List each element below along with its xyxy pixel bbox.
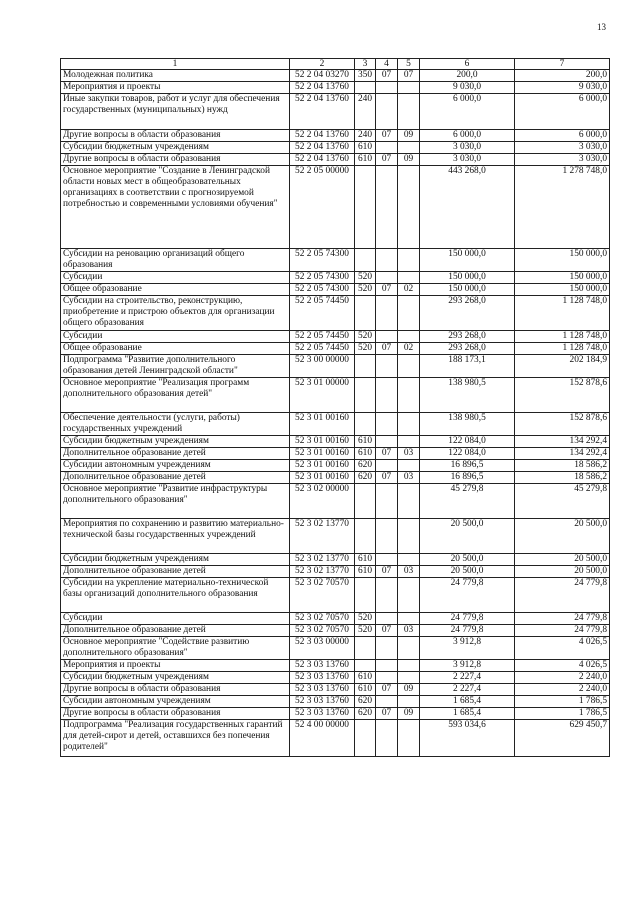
- row-name: Субсидии: [61, 272, 290, 284]
- amount-year-1: 593 034,6: [420, 720, 515, 757]
- amount-year-1: 20 500,0: [420, 519, 515, 554]
- section-code: 07: [376, 566, 398, 578]
- expense-type: [355, 296, 376, 331]
- amount-year-2: 134 292,4: [515, 436, 610, 448]
- section-code: 07: [376, 708, 398, 720]
- subsection-code: [398, 296, 420, 331]
- expense-type: [355, 355, 376, 378]
- amount-year-1: 1 685,4: [420, 696, 515, 708]
- expense-type: 520: [355, 613, 376, 625]
- subsection-code: 07: [398, 70, 420, 82]
- table-row: [61, 696, 610, 708]
- column-number-row: [61, 59, 610, 70]
- row-name: Субсидии автономным учреждениям: [61, 460, 290, 472]
- subsection-code: [398, 94, 420, 130]
- table-row: [61, 672, 610, 684]
- amount-year-1: 138 980,5: [420, 413, 515, 436]
- section-code: [376, 460, 398, 472]
- subsection-code: [398, 378, 420, 413]
- amount-year-1: 45 279,8: [420, 484, 515, 519]
- subsection-code: [398, 249, 420, 272]
- row-name: Основное мероприятие "Реализация программ дополнительного образования детей": [61, 378, 290, 413]
- subsection-code: [398, 720, 420, 757]
- column-header: 5: [398, 59, 420, 70]
- row-name: Основное мероприятие "Создание в Ленинградской области новых мест в общеобразовательных организациях в соответствии с прогнозируемой потребностью и современными условиями обучения": [61, 166, 290, 249]
- subsection-code: [398, 554, 420, 566]
- row-name: Субсидии на укрепление материально-технической базы организаций дополнительного образования: [61, 578, 290, 613]
- table-row: [61, 448, 610, 460]
- amount-year-1: 200,0: [420, 70, 515, 82]
- amount-year-2: 152 878,6: [515, 378, 610, 413]
- table-row: [61, 637, 610, 660]
- subsection-code: [398, 460, 420, 472]
- row-name: Другие вопросы в области образования: [61, 708, 290, 720]
- amount-year-1: 150 000,0: [420, 249, 515, 272]
- amount-year-1: 6 000,0: [420, 130, 515, 142]
- expense-type: 520: [355, 284, 376, 296]
- amount-year-2: 20 500,0: [515, 566, 610, 578]
- table-row: [61, 249, 610, 272]
- amount-year-1: 150 000,0: [420, 272, 515, 284]
- amount-year-1: 293 268,0: [420, 296, 515, 331]
- subsection-code: [398, 355, 420, 378]
- classification-code: 52 2 04 13760: [290, 82, 355, 94]
- section-code: [376, 249, 398, 272]
- row-name: Дополнительное образование детей: [61, 625, 290, 637]
- table-row: [61, 154, 610, 166]
- classification-code: 52 2 04 13760: [290, 130, 355, 142]
- classification-code: 52 3 01 00160: [290, 460, 355, 472]
- section-code: 07: [376, 684, 398, 696]
- classification-code: 52 3 02 13770: [290, 554, 355, 566]
- amount-year-2: 20 500,0: [515, 554, 610, 566]
- amount-year-1: 9 030,0: [420, 82, 515, 94]
- classification-code: 52 3 02 13770: [290, 566, 355, 578]
- classification-code: 52 3 03 13760: [290, 696, 355, 708]
- amount-year-1: 3 912,8: [420, 660, 515, 672]
- row-name: Общее образование: [61, 284, 290, 296]
- row-name: Молодежная политика: [61, 70, 290, 82]
- expense-type: 240: [355, 130, 376, 142]
- row-name: Другие вопросы в области образования: [61, 154, 290, 166]
- classification-code: 52 3 01 00160: [290, 448, 355, 460]
- section-code: 07: [376, 130, 398, 142]
- classification-code: 52 2 05 74300: [290, 272, 355, 284]
- table-row: [61, 519, 610, 554]
- expense-type: 610: [355, 554, 376, 566]
- table-row: [61, 284, 610, 296]
- amount-year-2: 24 779,8: [515, 613, 610, 625]
- table-row: [61, 272, 610, 284]
- row-name: Мероприятия и проекты: [61, 82, 290, 94]
- amount-year-1: 122 084,0: [420, 436, 515, 448]
- section-code: [376, 413, 398, 436]
- table-row: [61, 484, 610, 519]
- table-row: [61, 413, 610, 436]
- classification-code: 52 3 01 00000: [290, 378, 355, 413]
- row-name: Обеспечение деятельности (услуги, работы) государственных учреждений: [61, 413, 290, 436]
- amount-year-2: 1 128 748,0: [515, 343, 610, 355]
- row-name: Дополнительное образование детей: [61, 448, 290, 460]
- table-row: [61, 70, 610, 82]
- row-name: Субсидии бюджетным учреждениям: [61, 554, 290, 566]
- section-code: [376, 554, 398, 566]
- row-name: Подпрограмма "Развитие дополнительного образования детей Ленинградской области": [61, 355, 290, 378]
- row-name: Субсидии бюджетным учреждениям: [61, 672, 290, 684]
- classification-code: 52 3 03 13760: [290, 660, 355, 672]
- classification-code: 52 2 04 13760: [290, 142, 355, 154]
- expense-type: 620: [355, 472, 376, 484]
- expense-type: 610: [355, 142, 376, 154]
- classification-code: 52 3 02 70570: [290, 613, 355, 625]
- row-name: Дополнительное образование детей: [61, 472, 290, 484]
- amount-year-1: 2 227,4: [420, 684, 515, 696]
- row-name: Субсидии: [61, 331, 290, 343]
- subsection-code: 03: [398, 472, 420, 484]
- table-row: [61, 472, 610, 484]
- expense-type: [355, 484, 376, 519]
- subsection-code: [398, 142, 420, 154]
- amount-year-2: 1 786,5: [515, 696, 610, 708]
- table-row: [61, 355, 610, 378]
- subsection-code: [398, 166, 420, 249]
- subsection-code: 09: [398, 130, 420, 142]
- section-code: [376, 720, 398, 757]
- column-header: 1: [61, 59, 290, 70]
- row-name: Другие вопросы в области образования: [61, 130, 290, 142]
- section-code: 07: [376, 70, 398, 82]
- table-row: [61, 613, 610, 625]
- subsection-code: 03: [398, 566, 420, 578]
- amount-year-2: 2 240,0: [515, 672, 610, 684]
- row-name: Основное мероприятие "Содействие развитию дополнительного образования": [61, 637, 290, 660]
- table-row: [61, 130, 610, 142]
- classification-code: 52 2 05 74450: [290, 331, 355, 343]
- table-row: [61, 708, 610, 720]
- classification-code: 52 2 04 13760: [290, 154, 355, 166]
- subsection-code: 09: [398, 154, 420, 166]
- amount-year-2: 150 000,0: [515, 249, 610, 272]
- table-row: [61, 578, 610, 613]
- amount-year-1: 24 779,8: [420, 625, 515, 637]
- section-code: [376, 94, 398, 130]
- section-code: [376, 696, 398, 708]
- table-row: [61, 343, 610, 355]
- section-code: [376, 637, 398, 660]
- classification-code: 52 3 03 13760: [290, 708, 355, 720]
- section-code: [376, 355, 398, 378]
- amount-year-2: 9 030,0: [515, 82, 610, 94]
- table-row: [61, 436, 610, 448]
- amount-year-1: 443 268,0: [420, 166, 515, 249]
- classification-code: 52 3 02 00000: [290, 484, 355, 519]
- classification-code: 52 3 03 13760: [290, 672, 355, 684]
- subsection-code: [398, 696, 420, 708]
- page-number: 13: [597, 22, 606, 32]
- column-header: 4: [376, 59, 398, 70]
- amount-year-1: 16 896,5: [420, 460, 515, 472]
- expense-type: 520: [355, 625, 376, 637]
- amount-year-1: 293 268,0: [420, 331, 515, 343]
- amount-year-1: 20 500,0: [420, 554, 515, 566]
- amount-year-1: 1 685,4: [420, 708, 515, 720]
- column-header: 7: [515, 59, 610, 70]
- amount-year-1: 3 912,8: [420, 637, 515, 660]
- amount-year-2: 134 292,4: [515, 448, 610, 460]
- table-row: [61, 660, 610, 672]
- classification-code: 52 3 01 00160: [290, 436, 355, 448]
- expense-type: 620: [355, 460, 376, 472]
- classification-code: 52 2 05 74450: [290, 343, 355, 355]
- row-name: Субсидии на реновацию организаций общего образования: [61, 249, 290, 272]
- amount-year-2: 1 786,5: [515, 708, 610, 720]
- expense-type: 240: [355, 94, 376, 130]
- column-header: 6: [420, 59, 515, 70]
- amount-year-2: 200,0: [515, 70, 610, 82]
- amount-year-2: 1 278 748,0: [515, 166, 610, 249]
- expense-type: [355, 249, 376, 272]
- amount-year-2: 45 279,8: [515, 484, 610, 519]
- section-code: [376, 378, 398, 413]
- expense-type: 620: [355, 708, 376, 720]
- row-name: Субсидии: [61, 613, 290, 625]
- amount-year-1: 122 084,0: [420, 448, 515, 460]
- classification-code: 52 3 02 70570: [290, 625, 355, 637]
- amount-year-1: 6 000,0: [420, 94, 515, 130]
- section-code: 07: [376, 625, 398, 637]
- classification-code: 52 3 03 00000: [290, 637, 355, 660]
- classification-code: 52 3 01 00160: [290, 472, 355, 484]
- section-code: 07: [376, 154, 398, 166]
- expense-type: [355, 578, 376, 613]
- subsection-code: 03: [398, 625, 420, 637]
- section-code: [376, 484, 398, 519]
- table-row: [61, 378, 610, 413]
- amount-year-2: 4 026,5: [515, 660, 610, 672]
- amount-year-2: 6 000,0: [515, 94, 610, 130]
- table-row: [61, 94, 610, 130]
- section-code: [376, 272, 398, 284]
- expense-type: [355, 82, 376, 94]
- expense-type: 520: [355, 331, 376, 343]
- section-code: [376, 660, 398, 672]
- expense-type: 610: [355, 684, 376, 696]
- expense-type: 520: [355, 272, 376, 284]
- section-code: [376, 672, 398, 684]
- row-name: Основное мероприятие "Развитие инфраструктуры дополнительного образования": [61, 484, 290, 519]
- expense-type: 610: [355, 448, 376, 460]
- table-row: [61, 554, 610, 566]
- amount-year-1: 3 030,0: [420, 142, 515, 154]
- subsection-code: [398, 660, 420, 672]
- subsection-code: 02: [398, 343, 420, 355]
- table-row: [61, 460, 610, 472]
- amount-year-2: 24 779,8: [515, 625, 610, 637]
- expense-type: [355, 660, 376, 672]
- table-row: [61, 720, 610, 757]
- amount-year-2: 4 026,5: [515, 637, 610, 660]
- amount-year-2: 629 450,7: [515, 720, 610, 757]
- amount-year-1: 293 268,0: [420, 343, 515, 355]
- amount-year-2: 152 878,6: [515, 413, 610, 436]
- subsection-code: [398, 637, 420, 660]
- subsection-code: 02: [398, 284, 420, 296]
- row-name: Субсидии бюджетным учреждениям: [61, 142, 290, 154]
- amount-year-1: 188 173,1: [420, 355, 515, 378]
- classification-code: 52 2 04 13760: [290, 94, 355, 130]
- row-name: Субсидии на строительство, реконструкцию, приобретение и пристрою объектов для организации общего образования: [61, 296, 290, 331]
- amount-year-1: 20 500,0: [420, 566, 515, 578]
- amount-year-1: 24 779,8: [420, 613, 515, 625]
- subsection-code: [398, 613, 420, 625]
- section-code: 07: [376, 343, 398, 355]
- section-code: [376, 82, 398, 94]
- row-name: Иные закупки товаров, работ и услуг для обеспечения государственных (муниципальных) нужд: [61, 94, 290, 130]
- row-name: Другие вопросы в области образования: [61, 684, 290, 696]
- expense-type: 350: [355, 70, 376, 82]
- subsection-code: [398, 272, 420, 284]
- amount-year-1: 150 000,0: [420, 284, 515, 296]
- amount-year-2: 1 128 748,0: [515, 296, 610, 331]
- table-row: [61, 142, 610, 154]
- section-code: [376, 519, 398, 554]
- classification-code: 52 3 01 00160: [290, 413, 355, 436]
- subsection-code: [398, 578, 420, 613]
- section-code: 07: [376, 284, 398, 296]
- table-row: [61, 331, 610, 343]
- section-code: [376, 142, 398, 154]
- expense-type: 520: [355, 343, 376, 355]
- subsection-code: [398, 672, 420, 684]
- table-row: [61, 82, 610, 94]
- subsection-code: 09: [398, 708, 420, 720]
- row-name: Субсидии автономным учреждениям: [61, 696, 290, 708]
- expense-type: [355, 519, 376, 554]
- section-code: [376, 331, 398, 343]
- amount-year-2: 150 000,0: [515, 284, 610, 296]
- subsection-code: [398, 436, 420, 448]
- subsection-code: 03: [398, 448, 420, 460]
- amount-year-2: 6 000,0: [515, 130, 610, 142]
- subsection-code: [398, 484, 420, 519]
- section-code: [376, 613, 398, 625]
- budget-table: [60, 58, 610, 757]
- amount-year-1: 2 227,4: [420, 672, 515, 684]
- row-name: Дополнительное образование детей: [61, 566, 290, 578]
- subsection-code: [398, 82, 420, 94]
- table-row: [61, 566, 610, 578]
- amount-year-2: 2 240,0: [515, 684, 610, 696]
- amount-year-1: 16 896,5: [420, 472, 515, 484]
- table-row: [61, 166, 610, 249]
- classification-code: 52 3 02 70570: [290, 578, 355, 613]
- column-header: 3: [355, 59, 376, 70]
- amount-year-2: 1 128 748,0: [515, 331, 610, 343]
- expense-type: 610: [355, 672, 376, 684]
- row-name: Мероприятия по сохранению и развитию материально-технической базы государственных учреждений: [61, 519, 290, 554]
- table-row: [61, 625, 610, 637]
- amount-year-2: 202 184,9: [515, 355, 610, 378]
- classification-code: 52 4 00 00000: [290, 720, 355, 757]
- section-code: [376, 296, 398, 331]
- amount-year-2: 3 030,0: [515, 142, 610, 154]
- classification-code: 52 2 05 74300: [290, 249, 355, 272]
- classification-code: 52 3 02 13770: [290, 519, 355, 554]
- expense-type: 610: [355, 154, 376, 166]
- table-row: [61, 296, 610, 331]
- classification-code: 52 2 05 00000: [290, 166, 355, 249]
- section-code: [376, 436, 398, 448]
- subsection-code: 09: [398, 684, 420, 696]
- table-row: [61, 684, 610, 696]
- section-code: [376, 166, 398, 249]
- expense-type: 610: [355, 566, 376, 578]
- amount-year-1: 24 779,8: [420, 578, 515, 613]
- expense-type: [355, 378, 376, 413]
- row-name: Общее образование: [61, 343, 290, 355]
- section-code: 07: [376, 448, 398, 460]
- expense-type: 620: [355, 696, 376, 708]
- classification-code: 52 3 00 00000: [290, 355, 355, 378]
- amount-year-2: 18 586,2: [515, 472, 610, 484]
- subsection-code: [398, 519, 420, 554]
- row-name: Подпрограмма "Реализация государственных гарантий для детей-сирот и детей, оставшихся без попечения родителей": [61, 720, 290, 757]
- expense-type: [355, 166, 376, 249]
- classification-code: 52 2 05 74450: [290, 296, 355, 331]
- expense-type: [355, 413, 376, 436]
- amount-year-2: 24 779,8: [515, 578, 610, 613]
- amount-year-1: 138 980,5: [420, 378, 515, 413]
- expense-type: 610: [355, 436, 376, 448]
- classification-code: 52 3 03 13760: [290, 684, 355, 696]
- subsection-code: [398, 413, 420, 436]
- amount-year-2: 20 500,0: [515, 519, 610, 554]
- amount-year-2: 3 030,0: [515, 154, 610, 166]
- row-name: Мероприятия и проекты: [61, 660, 290, 672]
- row-name: Субсидии бюджетным учреждениям: [61, 436, 290, 448]
- expense-type: [355, 720, 376, 757]
- column-header: 2: [290, 59, 355, 70]
- classification-code: 52 2 05 74300: [290, 284, 355, 296]
- table-body: [61, 70, 610, 757]
- expense-type: [355, 637, 376, 660]
- amount-year-2: 18 586,2: [515, 460, 610, 472]
- section-code: 07: [376, 472, 398, 484]
- section-code: [376, 578, 398, 613]
- classification-code: 52 2 04 03270: [290, 70, 355, 82]
- amount-year-1: 3 030,0: [420, 154, 515, 166]
- subsection-code: [398, 331, 420, 343]
- amount-year-2: 150 000,0: [515, 272, 610, 284]
